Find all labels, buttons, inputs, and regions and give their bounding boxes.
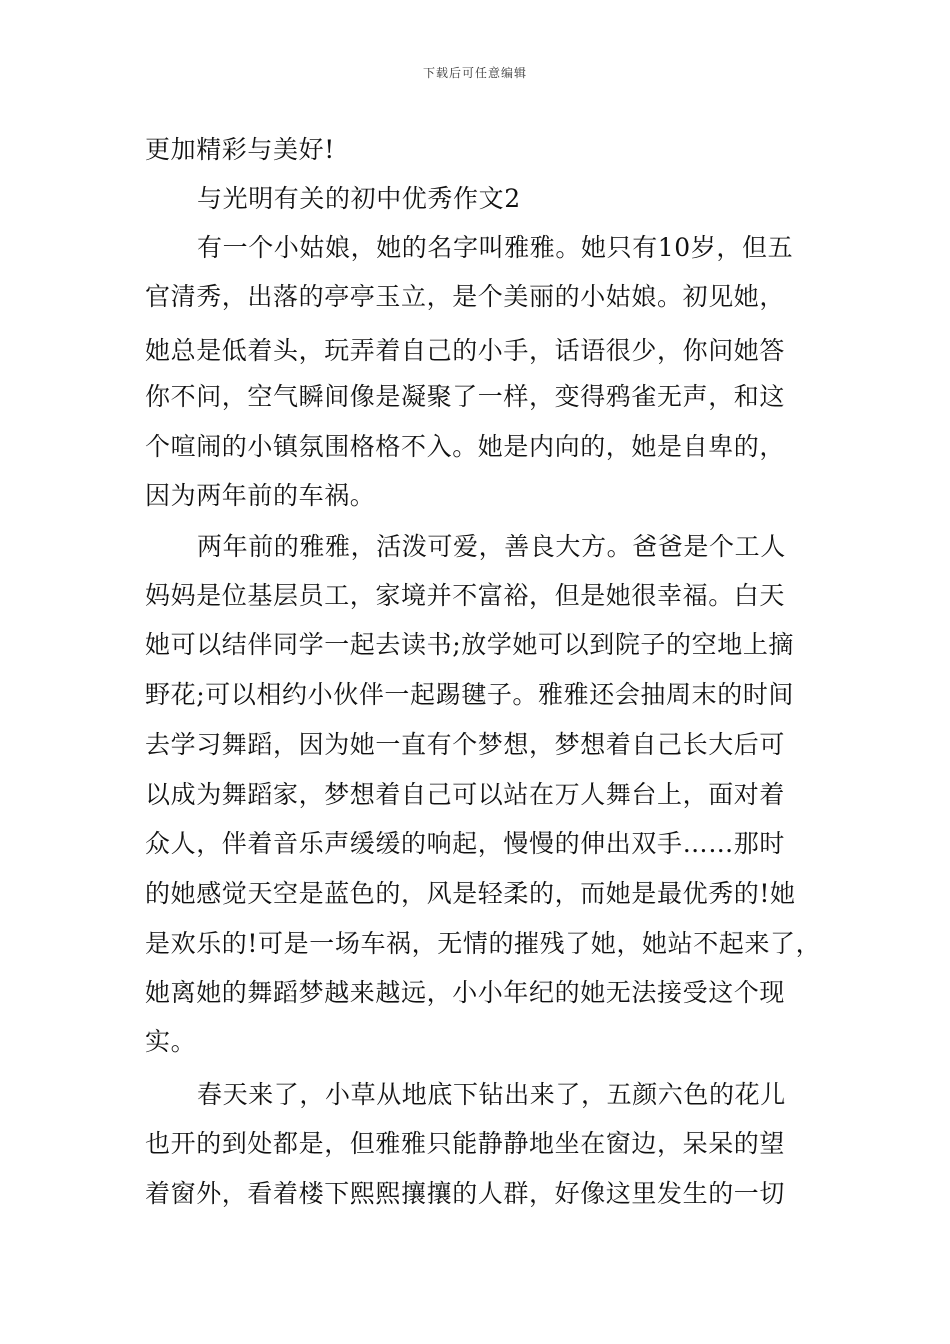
text-line: 有一个小姑娘，她的名字叫雅雅。她只有10岁，但五 [197, 233, 794, 262]
text-line: 官清秀，出落的亭亭玉立，是个美丽的小姑娘。初见她， [145, 282, 786, 311]
section-title: 与光明有关的初中优秀作文2 [197, 184, 521, 213]
text-line: 两年前的雅雅，活泼可爱，善良大方。爸爸是个工人 [197, 532, 786, 561]
text-line: 更加精彩与美好! [145, 135, 335, 164]
text-line: 她可以结伴同学一起去读书;放学她可以到院子的空地上摘 [145, 630, 795, 659]
text-line: 是欢乐的!可是一场车祸，无情的摧残了她，她站不起来了， [145, 929, 822, 958]
text-line: 去学习舞蹈，因为她一直有个梦想，梦想着自己长大后可 [145, 730, 786, 759]
text-line: 她离她的舞蹈梦越来越远，小小年纪的她无法接受这个现 [145, 978, 786, 1007]
text-line: 个喧闹的小镇氛围格格不入。她是内向的，她是自卑的， [145, 432, 786, 461]
text-line: 也开的到处都是，但雅雅只能静静地坐在窗边，呆呆的望 [145, 1129, 786, 1158]
text-line: 因为两年前的车祸。 [145, 481, 376, 510]
text-line: 的她感觉天空是蓝色的，风是轻柔的，而她是最优秀的!她 [145, 879, 796, 908]
text-line: 春天来了，小草从地底下钻出来了，五颜六色的花儿 [197, 1080, 786, 1109]
text-line: 众人，伴着音乐声缓缓的响起，慢慢的伸出双手……那时 [145, 829, 786, 858]
text-line: 实。 [145, 1027, 197, 1056]
text-line: 着窗外，看着楼下熙熙攘攘的人群，好像这里发生的一切 [145, 1179, 786, 1208]
text-line: 你不问，空气瞬间像是凝聚了一样，变得鸦雀无声，和这 [145, 382, 786, 411]
header-note: 下载后可任意编辑 [422, 66, 527, 80]
text-line: 妈妈是位基层员工，家境并不富裕，但是她很幸福。白天 [145, 581, 786, 610]
text-line: 野花;可以相约小伙伴一起踢毽子。雅雅还会抽周末的时间 [145, 680, 795, 709]
text-line: 以成为舞蹈家，梦想着自己可以站在万人舞台上，面对着 [145, 780, 786, 809]
text-line: 她总是低着头，玩弄着自己的小手，话语很少，你问她答 [145, 336, 786, 365]
